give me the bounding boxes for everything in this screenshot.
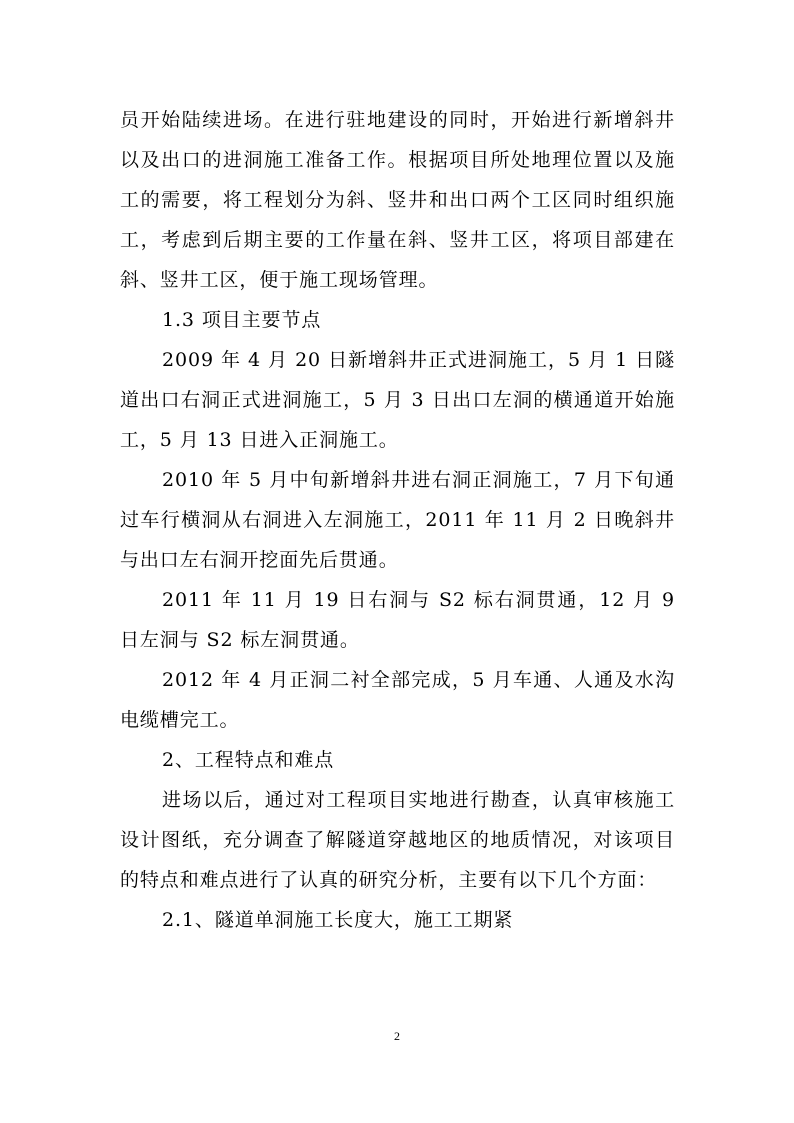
paragraph-continuation: 员开始陆续进场。在进行驻地建设的同时，开始进行新增斜井以及出口的进洞施工准备工作。根据项目所处地理位置以及施工的需要，将工程划分为斜、竖井和出口两个工区同时组织施工，考虑到后期主要的工作量在斜、竖井工区，将项目部建在斜、竖井工区，便于施工现场管理。: [120, 109, 675, 291]
paragraph-survey: 进场以后，通过对工程项目实地进行勘查，认真审核施工设计图纸，充分调查了解隧道穿越地区的地质情况，对该项目的特点和难点进行了认真的研究分析，主要有以下几个方面：: [120, 789, 675, 891]
paragraph-2010: 2010 年 5 月中旬新增斜井进右洞正洞施工，7 月下旬通过车行横洞从右洞进入左洞施工，2011 年 11 月 2 日晚斜井与出口左右洞开挖面先后贯通。: [120, 469, 675, 571]
section-heading-2: 2、工程特点和难点: [162, 749, 335, 771]
body-text: [120, 100, 675, 940]
paragraph-2012: 2012 年 4 月正洞二衬全部完成，5 月车通、人通及水沟电缆槽完工。: [120, 669, 675, 731]
page-number: 2: [394, 1029, 400, 1043]
paragraph-2009: 2009 年 4 月 20 日新增斜井正式进洞施工，5 月 1 日隧道出口右洞正式进洞施工，5 月 3 日出口左洞的横通道开始施工，5 月 13 日进入正洞施工。: [120, 349, 675, 451]
section-heading-1-3: 1.3 项目主要节点: [162, 309, 322, 331]
section-heading-2-1: 2.1、隧道单洞施工长度大，施工工期紧: [162, 909, 514, 931]
paragraph-2011: 2011 年 11 月 19 日右洞与 S2 标右洞贯通，12 月 9 日左洞与 S2 标左洞贯通。: [120, 589, 675, 651]
